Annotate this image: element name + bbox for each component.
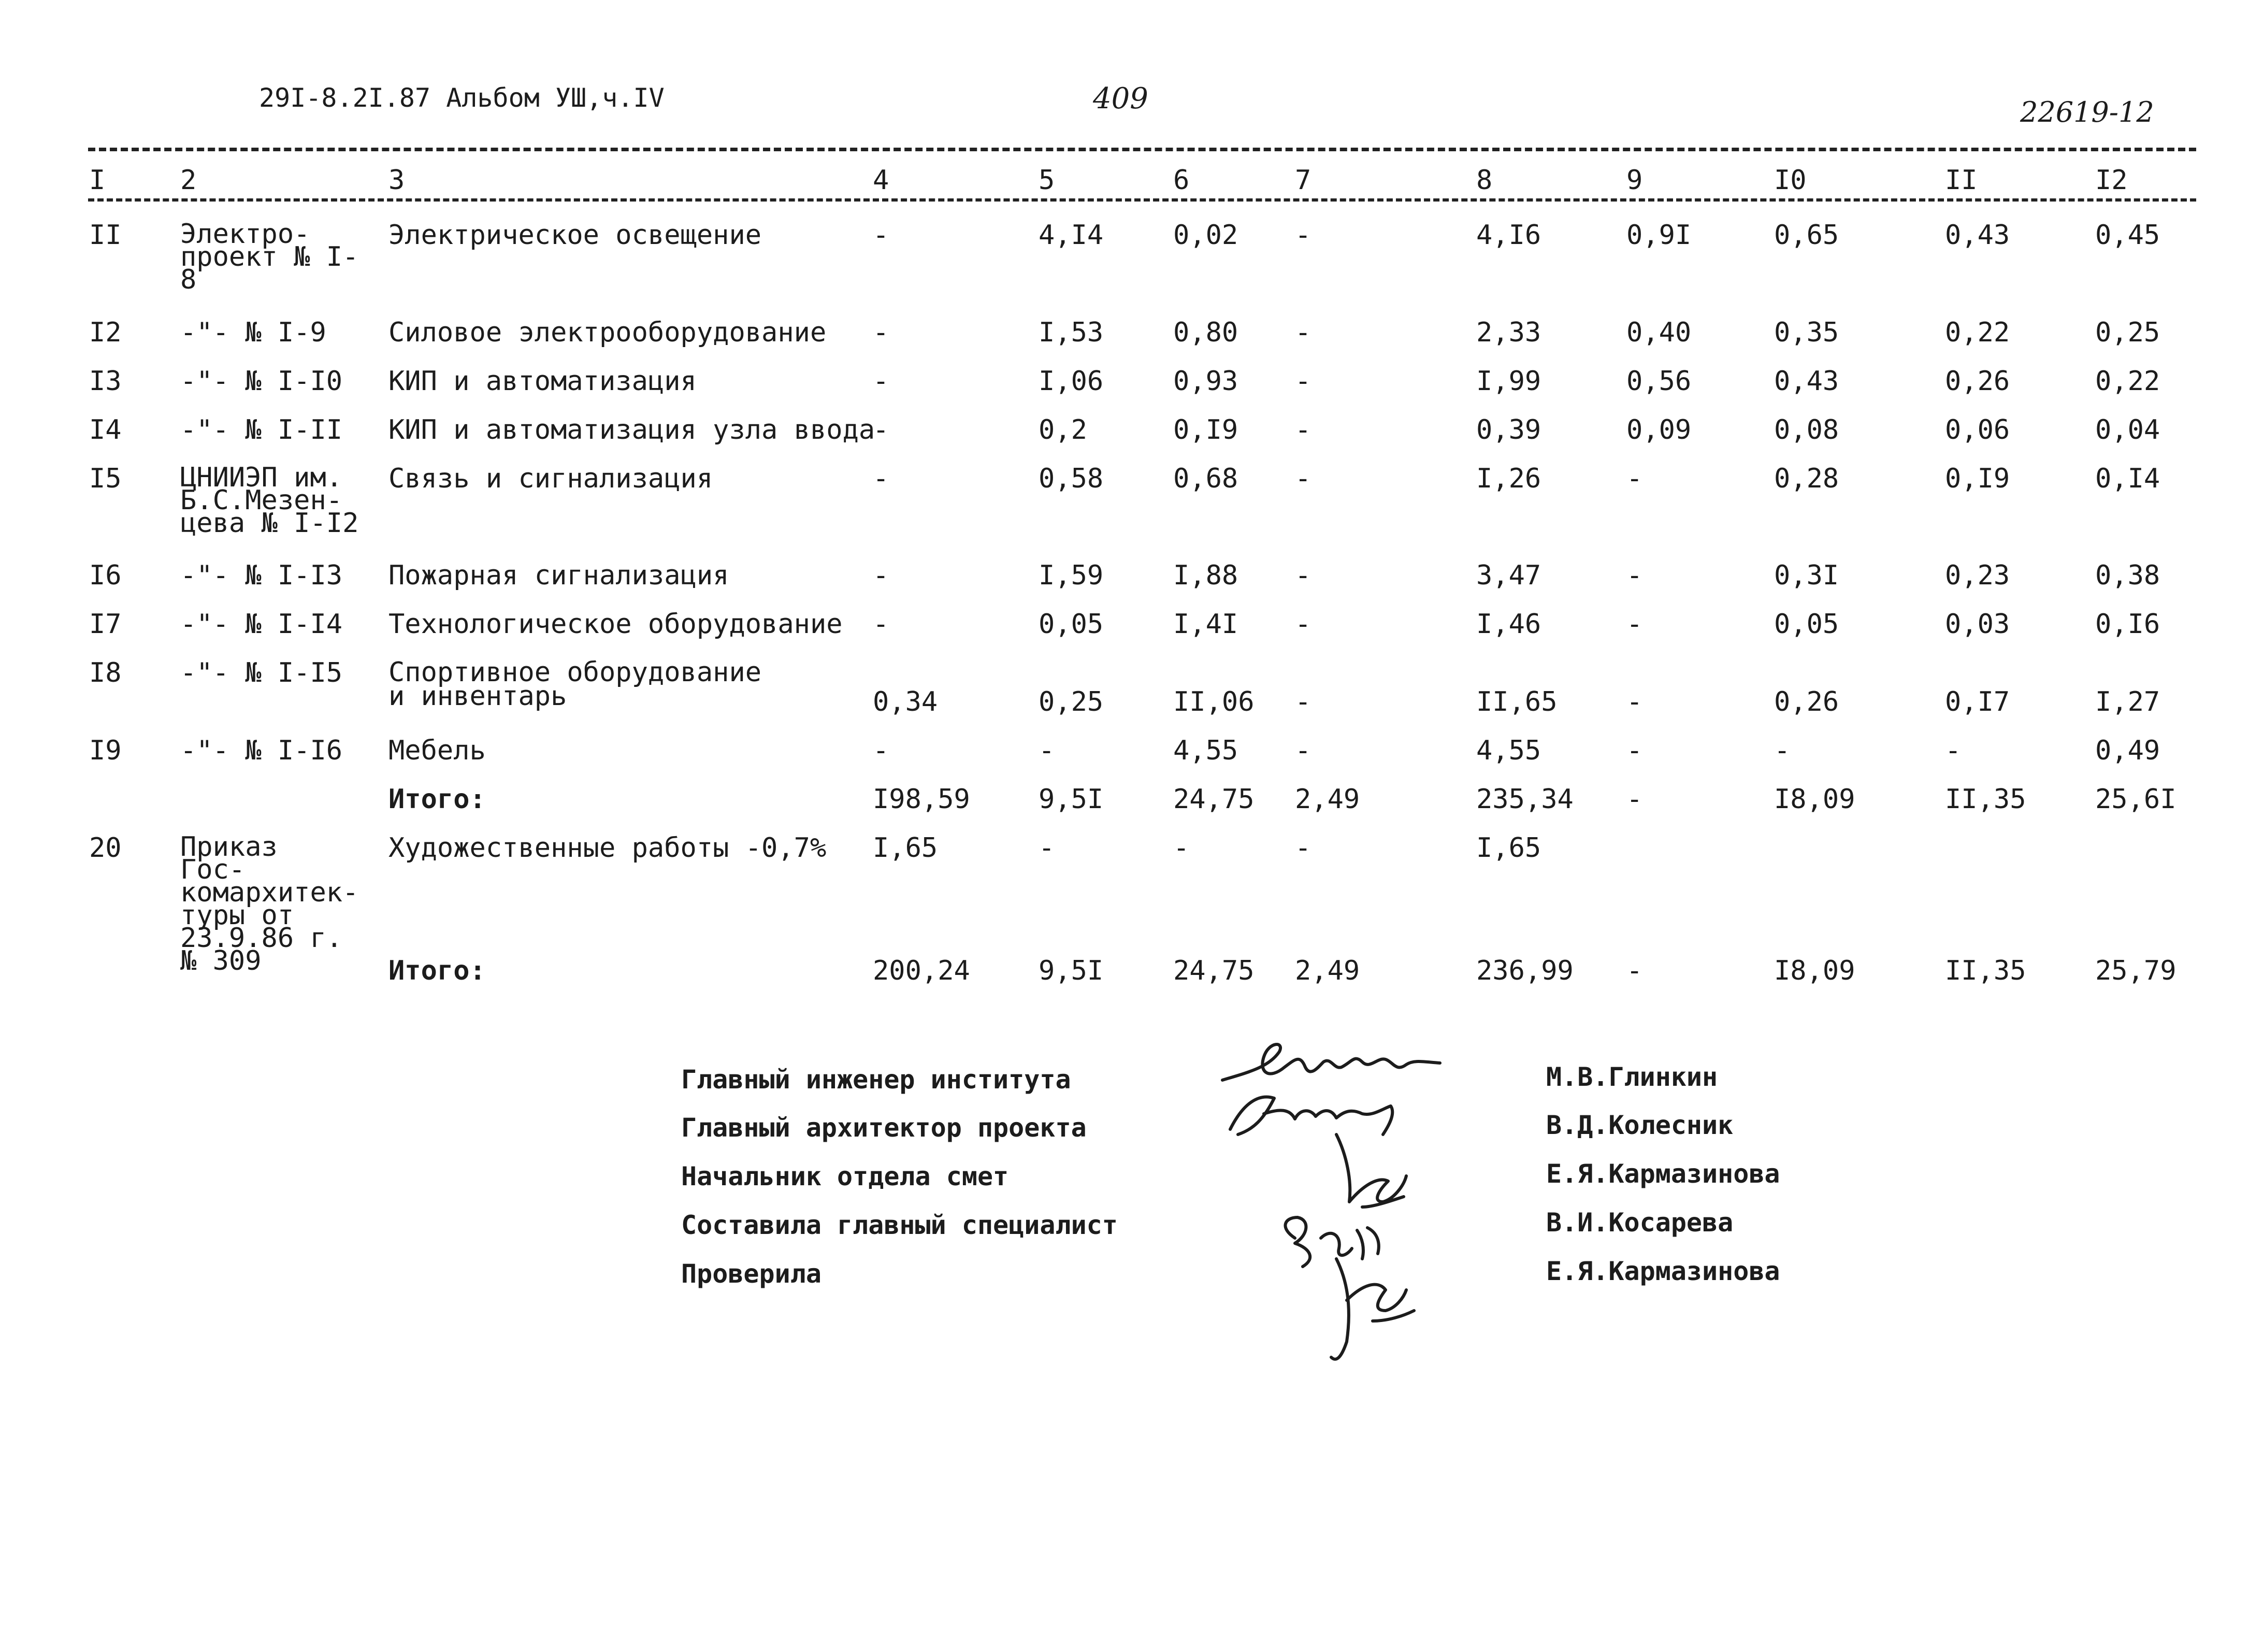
source-document: -"- № I-II xyxy=(180,414,343,446)
cell-col11: II,35 xyxy=(1945,955,2026,986)
source-document: -"- № I-I4 xyxy=(180,609,343,640)
cell-col10: 0,3I xyxy=(1774,560,1839,591)
cell-col6: I,88 xyxy=(1173,560,1238,591)
signatory-role: Проверила xyxy=(681,1259,821,1289)
row-number: 20 xyxy=(89,832,122,864)
cell-col12: 0,I6 xyxy=(2095,609,2160,640)
cell-col9: 0,09 xyxy=(1626,414,1692,446)
cell-col9: - xyxy=(1626,784,1643,815)
cell-col12: 25,6I xyxy=(2095,784,2176,815)
cell-col12: 0,22 xyxy=(2095,366,2160,397)
cell-col11: 0,I9 xyxy=(1945,463,2010,494)
cell-col5: I,06 xyxy=(1039,366,1104,397)
cell-col5: 9,5I xyxy=(1039,955,1104,986)
cell-col12: 0,25 xyxy=(2095,317,2160,348)
cell-col6: I,4I xyxy=(1173,609,1238,640)
cell-col10: 0,28 xyxy=(1774,463,1839,494)
cell-col8: I,26 xyxy=(1476,463,1541,494)
signatory-name: В.И.Косарева xyxy=(1546,1208,1734,1238)
cell-col8: 235,34 xyxy=(1476,784,1574,815)
column-number-2: 2 xyxy=(180,165,197,196)
signatory-name: Е.Я.Кармазинова xyxy=(1546,1159,1780,1189)
column-number-3: 3 xyxy=(388,165,405,196)
cell-col4: - xyxy=(873,609,889,640)
cell-col8: 4,I6 xyxy=(1476,220,1541,251)
column-number-12: I2 xyxy=(2095,165,2128,196)
source-document: -"- № I-I6 xyxy=(180,735,343,766)
work-name: Художественные работы -0,7% xyxy=(388,832,827,864)
cell-col8: I,46 xyxy=(1476,609,1541,640)
handwritten-signatures-image xyxy=(1207,1031,1528,1362)
cell-col7: 2,49 xyxy=(1295,955,1360,986)
cell-col4: I,65 xyxy=(873,832,938,864)
signatory-role: Главный инженер института xyxy=(681,1065,1071,1095)
cell-col8: I,65 xyxy=(1476,832,1541,864)
cell-col4: - xyxy=(873,560,889,591)
cell-col9: - xyxy=(1626,560,1643,591)
work-name: КИП и автоматизация узла ввода xyxy=(388,414,875,446)
signatory-name: М.В.Глинкин xyxy=(1546,1062,1718,1092)
cell-col4: 200,24 xyxy=(873,955,970,986)
cell-col6: 24,75 xyxy=(1173,955,1255,986)
row-number: I7 xyxy=(89,609,122,640)
cell-col11: 0,I7 xyxy=(1945,686,2010,717)
work-name: Связь и сигнализация xyxy=(388,463,713,494)
cell-col7: - xyxy=(1295,735,1311,766)
cell-col8: II,65 xyxy=(1476,686,1558,717)
cell-col5: 0,05 xyxy=(1039,609,1104,640)
cell-col12: 0,45 xyxy=(2095,220,2160,251)
column-number-7: 7 xyxy=(1295,165,1311,196)
column-number-9: 9 xyxy=(1626,165,1643,196)
cell-col11: 0,06 xyxy=(1945,414,2010,446)
cell-col11: 0,43 xyxy=(1945,220,2010,251)
work-name: КИП и автоматизация xyxy=(388,366,697,397)
top-dashed-rule xyxy=(88,148,2196,151)
cell-col10: I8,09 xyxy=(1774,955,1855,986)
cell-col7: - xyxy=(1295,463,1311,494)
work-name: Электрическое освещение xyxy=(388,220,762,251)
work-name: Технологическое оборудование xyxy=(388,609,843,640)
cell-col9: - xyxy=(1626,955,1643,986)
cell-col8: I,99 xyxy=(1476,366,1541,397)
cell-col9: - xyxy=(1626,686,1643,717)
cell-col12: 0,49 xyxy=(2095,735,2160,766)
cell-col4: - xyxy=(873,220,889,251)
work-name: Силовое электрооборудование xyxy=(388,317,827,348)
work-name: Пожарная сигнализация xyxy=(388,560,729,591)
row-number: I3 xyxy=(89,366,122,397)
cell-col7: - xyxy=(1295,414,1311,446)
cell-col11: II,35 xyxy=(1945,784,2026,815)
cell-col6: II,06 xyxy=(1173,686,1255,717)
column-header-dashed-rule xyxy=(88,198,2196,202)
cell-col7: - xyxy=(1295,366,1311,397)
cell-col4: - xyxy=(873,735,889,766)
cell-col5: - xyxy=(1039,735,1055,766)
cell-col7: - xyxy=(1295,609,1311,640)
work-name: Мебель xyxy=(388,735,486,766)
cell-col10: 0,43 xyxy=(1774,366,1839,397)
signatory-role: Начальник отдела смет xyxy=(681,1161,1009,1191)
cell-col6: 24,75 xyxy=(1173,784,1255,815)
cell-col4: I98,59 xyxy=(873,784,970,815)
cell-col8: 2,33 xyxy=(1476,317,1541,348)
cell-col7: - xyxy=(1295,560,1311,591)
cell-col11: 0,26 xyxy=(1945,366,2010,397)
row-number: I4 xyxy=(89,414,122,446)
cell-col12: 0,04 xyxy=(2095,414,2160,446)
cell-col11: - xyxy=(1945,735,1962,766)
column-number-4: 4 xyxy=(873,165,889,196)
cell-col4: - xyxy=(873,317,889,348)
source-document: ЦНИИЭП им. Б.С.Мезен-цева № I-I2 xyxy=(180,462,359,539)
cell-col10: - xyxy=(1774,735,1791,766)
cell-col6: - xyxy=(1173,832,1190,864)
cell-col6: 4,55 xyxy=(1173,735,1238,766)
cell-col10: 0,26 xyxy=(1774,686,1839,717)
signatory-name: В.Д.Колесник xyxy=(1546,1110,1734,1140)
cell-col4: 0,34 xyxy=(873,686,938,717)
cell-col9: 0,9I xyxy=(1626,220,1692,251)
cell-col5: 9,5I xyxy=(1039,784,1104,815)
total-label: Итого: xyxy=(388,955,486,986)
cell-col10: 0,65 xyxy=(1774,220,1839,251)
source-document: Приказ Гос-комархитек-туры от 23.9.86 г. № 309 xyxy=(180,831,359,976)
signatory-name: Е.Я.Кармазинова xyxy=(1546,1256,1780,1286)
cell-col7: 2,49 xyxy=(1295,784,1360,815)
cell-col9: - xyxy=(1626,735,1643,766)
cell-col6: 0,93 xyxy=(1173,366,1238,397)
cell-col12: I,27 xyxy=(2095,686,2160,717)
cell-col9: 0,40 xyxy=(1626,317,1692,348)
signatory-role: Составила главный специалист xyxy=(681,1210,1118,1240)
cell-col5: I,53 xyxy=(1039,317,1104,348)
cell-col10: 0,05 xyxy=(1774,609,1839,640)
cell-col10: I8,09 xyxy=(1774,784,1855,815)
cell-col5: I,59 xyxy=(1039,560,1104,591)
row-number: I8 xyxy=(89,657,122,688)
document-code: 22619-12 xyxy=(2020,96,2154,128)
page-number: 409 xyxy=(1093,82,1148,116)
row-number: I6 xyxy=(89,560,122,591)
row-number: I2 xyxy=(89,317,122,348)
cell-col7: - xyxy=(1295,317,1311,348)
column-number-1: I xyxy=(89,165,106,196)
row-number: I9 xyxy=(89,735,122,766)
cell-col6: 0,80 xyxy=(1173,317,1238,348)
cell-col12: 0,38 xyxy=(2095,560,2160,591)
cell-col6: 0,68 xyxy=(1173,463,1238,494)
source-document: -"- № I-9 xyxy=(180,317,326,348)
column-number-6: 6 xyxy=(1173,165,1190,196)
signatory-role: Главный архитектор проекта xyxy=(681,1113,1087,1143)
cell-col4: - xyxy=(873,366,889,397)
cell-col8: 0,39 xyxy=(1476,414,1541,446)
source-document: -"- № I-I3 xyxy=(180,560,343,591)
cell-col4: - xyxy=(873,463,889,494)
cell-col5: 0,2 xyxy=(1039,414,1087,446)
column-number-11: II xyxy=(1945,165,1978,196)
column-number-5: 5 xyxy=(1039,165,1055,196)
cell-col12: 0,I4 xyxy=(2095,463,2160,494)
column-number-8: 8 xyxy=(1476,165,1493,196)
cell-col5: 4,I4 xyxy=(1039,220,1104,251)
cell-col9: - xyxy=(1626,463,1643,494)
cell-col6: 0,02 xyxy=(1173,220,1238,251)
cell-col8: 4,55 xyxy=(1476,735,1541,766)
row-number: II xyxy=(89,220,122,251)
cell-col7: - xyxy=(1295,220,1311,251)
cell-col11: 0,03 xyxy=(1945,609,2010,640)
cell-col11: 0,23 xyxy=(1945,560,2010,591)
cell-col4: - xyxy=(873,414,889,446)
cell-col7: - xyxy=(1295,686,1311,717)
row-number: I5 xyxy=(89,463,122,494)
cell-col8: 236,99 xyxy=(1476,955,1574,986)
source-document: Электро-проект № I-8 xyxy=(180,219,359,295)
source-document: -"- № I-I0 xyxy=(180,366,343,397)
cell-col5: 0,25 xyxy=(1039,686,1104,717)
cell-col10: 0,08 xyxy=(1774,414,1839,446)
cell-col9: 0,56 xyxy=(1626,366,1692,397)
cell-col12: 25,79 xyxy=(2095,955,2176,986)
album-reference: 29I-8.2I.87 Альбом УШ,ч.IV xyxy=(259,83,665,113)
cell-col5: 0,58 xyxy=(1039,463,1104,494)
column-number-10: I0 xyxy=(1774,165,1807,196)
cell-col6: 0,I9 xyxy=(1173,414,1238,446)
cell-col11: 0,22 xyxy=(1945,317,2010,348)
source-document: -"- № I-I5 xyxy=(180,657,343,688)
cell-col10: 0,35 xyxy=(1774,317,1839,348)
cell-col9: - xyxy=(1626,609,1643,640)
cell-col5: - xyxy=(1039,832,1055,864)
work-name: Спортивное оборудование и инвентарь xyxy=(388,657,762,712)
cell-col7: - xyxy=(1295,832,1311,864)
cell-col8: 3,47 xyxy=(1476,560,1541,591)
subtotal-label: Итого: xyxy=(388,784,486,815)
